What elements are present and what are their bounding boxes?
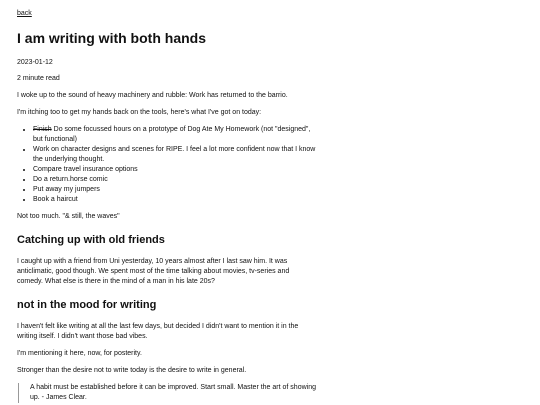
quote-block	[18, 383, 317, 403]
back-link[interactable]: back	[17, 10, 32, 17]
todo-item	[33, 185, 317, 195]
quote-text: A habit must be established before it can be improved. Start small. Master the art of showing up. - James Clear.	[30, 384, 316, 401]
intro-paragraph: I woke up to the sound of heavy machinery and rubble: Work has returned to the barrio.	[17, 92, 288, 99]
outro-paragraph: Not too much. "& still, the waves"	[17, 213, 120, 220]
todo-item-text: Book a haircut	[33, 196, 78, 203]
read-time: 2 minute read	[17, 75, 60, 82]
todo-item-text: Do a return.horse comic	[33, 176, 108, 183]
desire-paragraph: Stronger than the desire not to write today is the desire to write in general.	[17, 367, 247, 374]
writing-mood-paragraph: I haven't felt like writing at all the last few days, but decided I didn't want to mention it in the writing itself. I didn't want those bad vibes.	[17, 323, 299, 340]
todo-item-text: Put away my jumpers	[33, 186, 100, 193]
struck-text: Finish	[33, 126, 52, 133]
posterity-paragraph: I'm mentioning it here, now, for posterity.	[17, 350, 142, 357]
post-date: 2023-01-12	[17, 59, 53, 66]
todo-item-text: Work on character designs and scenes for RIPE. I feel a lot more confident now that I know the underlying thought.	[33, 146, 316, 163]
todo-item	[33, 125, 317, 145]
todo-intro-paragraph: I'm itching too to get my hands back on the tools, here's what I've got on today:	[17, 109, 262, 116]
section-heading-old-friends: Catching up with old friends	[17, 234, 165, 246]
section-heading-writing-mood: not in the mood for writing	[17, 299, 157, 311]
todo-item	[33, 175, 317, 185]
todo-item-text: Compare travel insurance options	[33, 166, 138, 173]
todo-item-text: Do some focussed hours on a prototype of Dog Ate My Homework (not "designed", but functional)	[33, 126, 311, 143]
todo-list	[17, 125, 317, 205]
todo-item	[33, 165, 317, 175]
todo-item	[33, 145, 317, 165]
todo-item	[33, 195, 317, 205]
old-friends-paragraph: I caught up with a friend from Uni yesterday, 10 years almost after I last saw him. It was anticlimatic, good though. We spent most of the time talking about movies, tv-series and comedy. What else is there in the mind of a man in his late 20s?	[17, 258, 290, 285]
post-title: I am writing with both hands	[17, 30, 206, 46]
